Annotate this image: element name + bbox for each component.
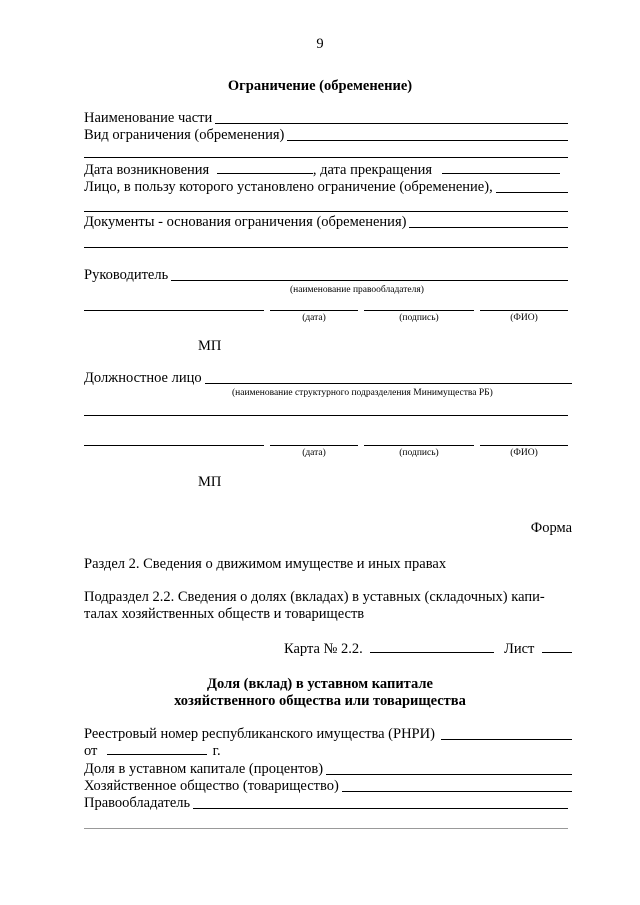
beneficiary-field[interactable]: [496, 192, 568, 193]
from-label: от: [84, 743, 98, 759]
restriction-type-extra-line[interactable]: [84, 157, 568, 158]
owner-extra-line[interactable]: [84, 828, 568, 829]
dates-row: [84, 162, 560, 179]
company-label: Хозяйственное общество (товарищество): [84, 778, 339, 794]
restriction-type-row: [84, 127, 568, 144]
stamp-mark-1: МП: [198, 338, 222, 354]
beneficiary-label: Лицо, в пользу которого установлено ограничение (обременение),: [84, 179, 493, 195]
division-caption: (наименование структурного подразделения Минимущества РБ): [232, 388, 493, 398]
part-name-label: Наименование части: [84, 110, 213, 126]
head-label: Руководитель: [84, 267, 169, 283]
signature-caption-2: (подпись): [399, 448, 439, 458]
share-percent-field[interactable]: [326, 774, 572, 775]
official-label: Должностное лицо: [84, 370, 202, 386]
year-suffix: г.: [212, 743, 221, 759]
fio-line-2[interactable]: [480, 445, 568, 446]
beneficiary-row: [84, 179, 568, 196]
share-row: [84, 761, 572, 778]
share-heading-line-2: хозяйственного общества или товарищества: [174, 693, 466, 709]
part-name-field[interactable]: [215, 123, 568, 124]
signature-line-2a[interactable]: [84, 445, 264, 446]
subsection-line-2: талах хозяйственных обществ и товариществ: [84, 606, 365, 622]
page-number: 9: [316, 36, 324, 52]
form-label: Форма: [530, 520, 572, 536]
date-line-1[interactable]: [270, 310, 358, 311]
date-end-field[interactable]: [442, 173, 560, 174]
company-field[interactable]: [342, 791, 572, 792]
head-owner-field[interactable]: [171, 280, 568, 281]
company-row: [84, 778, 572, 795]
date-caption-1: (дата): [302, 313, 326, 323]
owner-caption: (наименование правообладателя): [290, 285, 424, 295]
card-number-field[interactable]: [370, 652, 494, 653]
documents-field[interactable]: [409, 227, 568, 228]
signature-line-1b[interactable]: [364, 310, 474, 311]
documents-label: Документы - основания ограничения (обременения): [84, 214, 407, 230]
restriction-type-field[interactable]: [287, 140, 568, 141]
section2-title: Раздел 2. Сведения о движимом имуществе и иных правах: [84, 556, 447, 572]
head-row: [84, 267, 568, 284]
registry-label: Реестровый номер республиканского имущества (РНРИ): [84, 726, 435, 742]
documents-extra-line[interactable]: [84, 247, 568, 248]
fio-caption-2: (ФИО): [510, 448, 538, 458]
documents-row: [84, 214, 568, 231]
registry-date-field[interactable]: [107, 754, 207, 755]
stamp-mark-2: МП: [198, 474, 222, 490]
card-row: [284, 641, 572, 658]
registry-number-field[interactable]: [441, 739, 572, 740]
restriction-section-title: Ограничение (обременение): [227, 78, 413, 94]
restriction-type-label: Вид ограничения (обременения): [84, 127, 285, 143]
signature-line-2b[interactable]: [364, 445, 474, 446]
sheet-label: Лист: [504, 641, 535, 657]
part-name-row: [84, 110, 568, 127]
date-caption-2: (дата): [302, 448, 326, 458]
signature-line-1a[interactable]: [84, 310, 264, 311]
card-label: Карта № 2.2.: [283, 641, 363, 657]
date-start-field[interactable]: [217, 173, 313, 174]
fio-line-1[interactable]: [480, 310, 568, 311]
date-start-label: Дата возникновения: [84, 162, 210, 178]
sheet-number-field[interactable]: [542, 652, 572, 653]
share-heading-line-1: Доля (вклад) в уставном капитале: [207, 676, 433, 692]
official-row: [84, 370, 572, 387]
official-division-field[interactable]: [205, 383, 572, 384]
date-line-2[interactable]: [270, 445, 358, 446]
registry-date-row: [84, 743, 221, 760]
registry-row: [84, 726, 572, 743]
beneficiary-extra-line[interactable]: [84, 211, 568, 212]
official-extra-line[interactable]: [84, 415, 568, 416]
share-label: Доля в уставном капитале (процентов): [84, 761, 324, 777]
owner-field[interactable]: [193, 808, 568, 809]
owner-label: Правообладатель: [84, 795, 191, 811]
signature-caption-1: (подпись): [399, 313, 439, 323]
subsection-line-1: Подраздел 2.2. Сведения о долях (вкладах) в уставных (складочных) капи-: [84, 589, 545, 605]
owner-row: [84, 795, 568, 812]
fio-caption-1: (ФИО): [510, 313, 538, 323]
date-end-label: , дата прекращения: [312, 162, 433, 178]
